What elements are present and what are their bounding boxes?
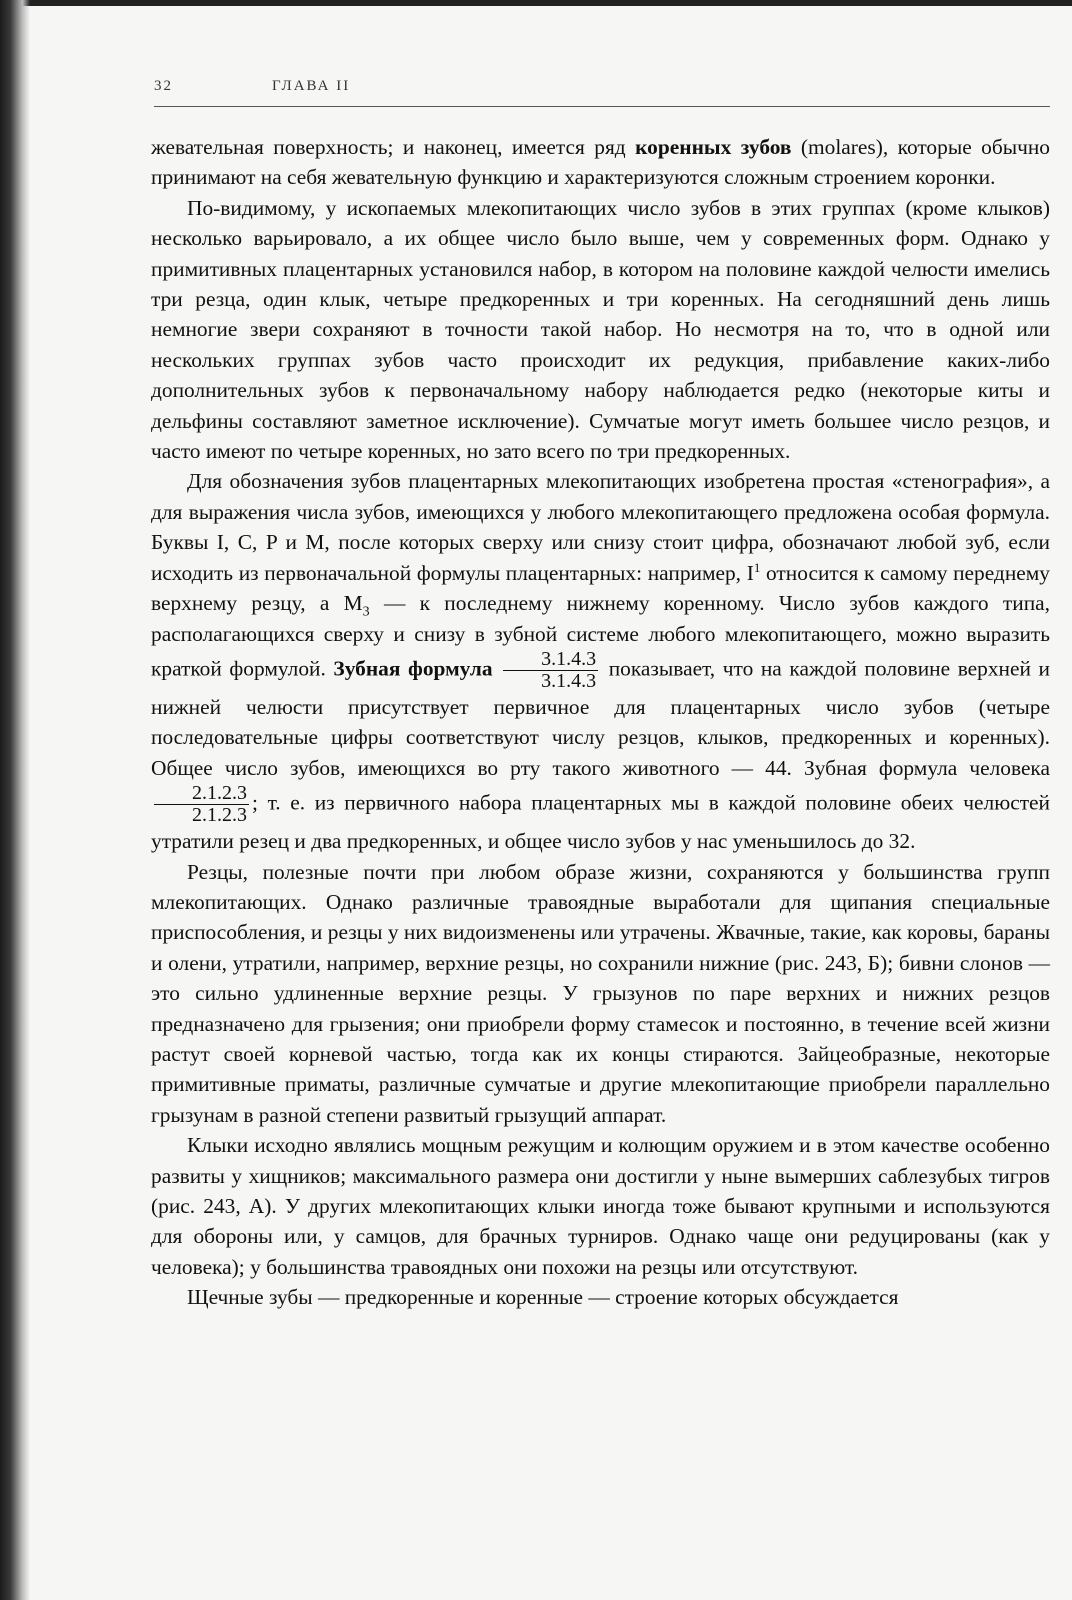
formula-denominator: 3.1.4.3 [541, 669, 597, 692]
subscript-3: 3 [362, 604, 370, 620]
formula-denominator-human: 2.1.2.3 [192, 804, 247, 827]
paragraph-3-text-d: показывает, что на каждой половине верхней и нижней челюсти присутствует первичное для плацентарных число зубов (четыре последовательные цифры соответствуют числу резцов, клыков, предкоренных и коренных). Общее число зубов, имеющихся во рту такого животного — 44. Зубная формула человека [151, 656, 1050, 780]
paragraph-3-text-c: — к последнему нижнему коренному. Число зубов каждого типа, располагающихся сверху и снизу в зубной системе любого млекопитающего, можно выразить краткой формулой. [151, 591, 1050, 681]
paragraph-1 [151, 132, 1050, 193]
paragraph-2: По-видимому, у ископаемых млекопитающих число зубов в этих группах (кроме клыков) несколько варьировало, а их общее число было выше, чем у современных форм. Однако у примитивных плацентарных установился набор, в котором на половине каждой челюсти имелись три резца, один клык, четыре предкоренных и три коренных. На сегодняшний день лишь немногие звери сохраняют в точности такой набор. Но несмотря на то, что в одной или нескольких группах зубов часто происходит их редукция, прибавление каких-либо дополнительных зубов к первоначальному набору наблюдается редко (некоторые киты и дельфины составляют заметное исключение). Сумчатые могут иметь большее число резцов, и часто имеют по четыре коренных, но зато всего по три предкоренных. [151, 195, 1050, 464]
scan-border-top [0, 0, 1072, 6]
superscript-1: 1 [753, 559, 761, 575]
chapter-title: ГЛАВА II [272, 78, 351, 94]
term-dental-formula: Зубная формула [333, 656, 493, 681]
paragraph-3-text-b: относится к самому переднему верхнему резцу, а M [151, 560, 1050, 616]
running-header [154, 76, 1050, 107]
paragraph-3-text-e: ; т. е. из первичного набора плацентарных мы в каждой половине обеих челюстей утратили резец и два предкоренных, и общее число зубов у нас уменьшилось до 32. [151, 790, 1050, 854]
paragraph-6: Щечные зубы — предкоренные и коренные — строение которых обсуждается [187, 1285, 899, 1310]
formula-numerator: 3.1.4.3 [503, 649, 598, 671]
formula-numerator-human: 2.1.2.3 [154, 783, 249, 805]
paragraph-4: Резцы, полезные почти при любом образе жизни, сохраняются у большинства групп млекопитающих. Однако различные травоядные выработали для щипания специальные приспособления, и резцы у них видоизменены или утрачены. Жвачные, такие, как коровы, бараны и олени, утратили, например, верхние резцы, но сохранили нижние (рис. 243, Б); бивни слонов — это сильно удлиненные верхние резцы. У грызунов по паре верхних и нижних резцов предназначено для грызения; они приобрели форму стамесок и постоянно, в течение всей жизни растут своей корневой частью, тогда как их концы стираются. Зайцеобразные, некоторые примитивные приматы, различные сумчатые и другие млекопитающие приобрели параллельно грызунам в разной степени развитый грызущий аппарат. [151, 859, 1050, 1127]
dental-formula-human [154, 783, 249, 826]
paragraph-3-text-a: Для обозначения зубов плацентарных млекопитающих изобретена простая «стенография», а для выражения числа зубов, имеющихся у любого млекопитающего предложена особая формула. Буквы I, C, P и M, после которых сверху или снизу стоит цифра, обозначают любой зуб, если исходить из первоначальной формулы плацентарных: например, I [151, 469, 1050, 585]
paragraph-1-rest: (molares), которые обычно принимают на себя жевательную функцию и характеризуются сложным строением коронки. [151, 135, 1050, 190]
paragraph-1-text: жевательная поверхность; и наконец, имеется ряд [151, 135, 636, 159]
page-number: 32 [154, 78, 173, 94]
scan-border-left [0, 0, 30, 1600]
paragraph-5: Клыки исходно являлись мощным режущим и колющим оружием и в этом качестве особенно развиты у хищников; максимального размера они достигли у ныне вымерших саблезубых тигров (рис. 243, А). У других млекопитающих клыки иногда тоже бывают крупными и используются для обороны или, у самцов, для брачных турниров. Однако чаще они редуцированы (как у человека); у большинства травоядных они похожи на резцы или отсутствуют. [151, 1133, 1050, 1279]
term-molares: коренных зубов [635, 135, 792, 159]
dental-formula-placental [503, 649, 598, 692]
body-text [151, 132, 1050, 1313]
paragraph-3 [151, 466, 1050, 856]
